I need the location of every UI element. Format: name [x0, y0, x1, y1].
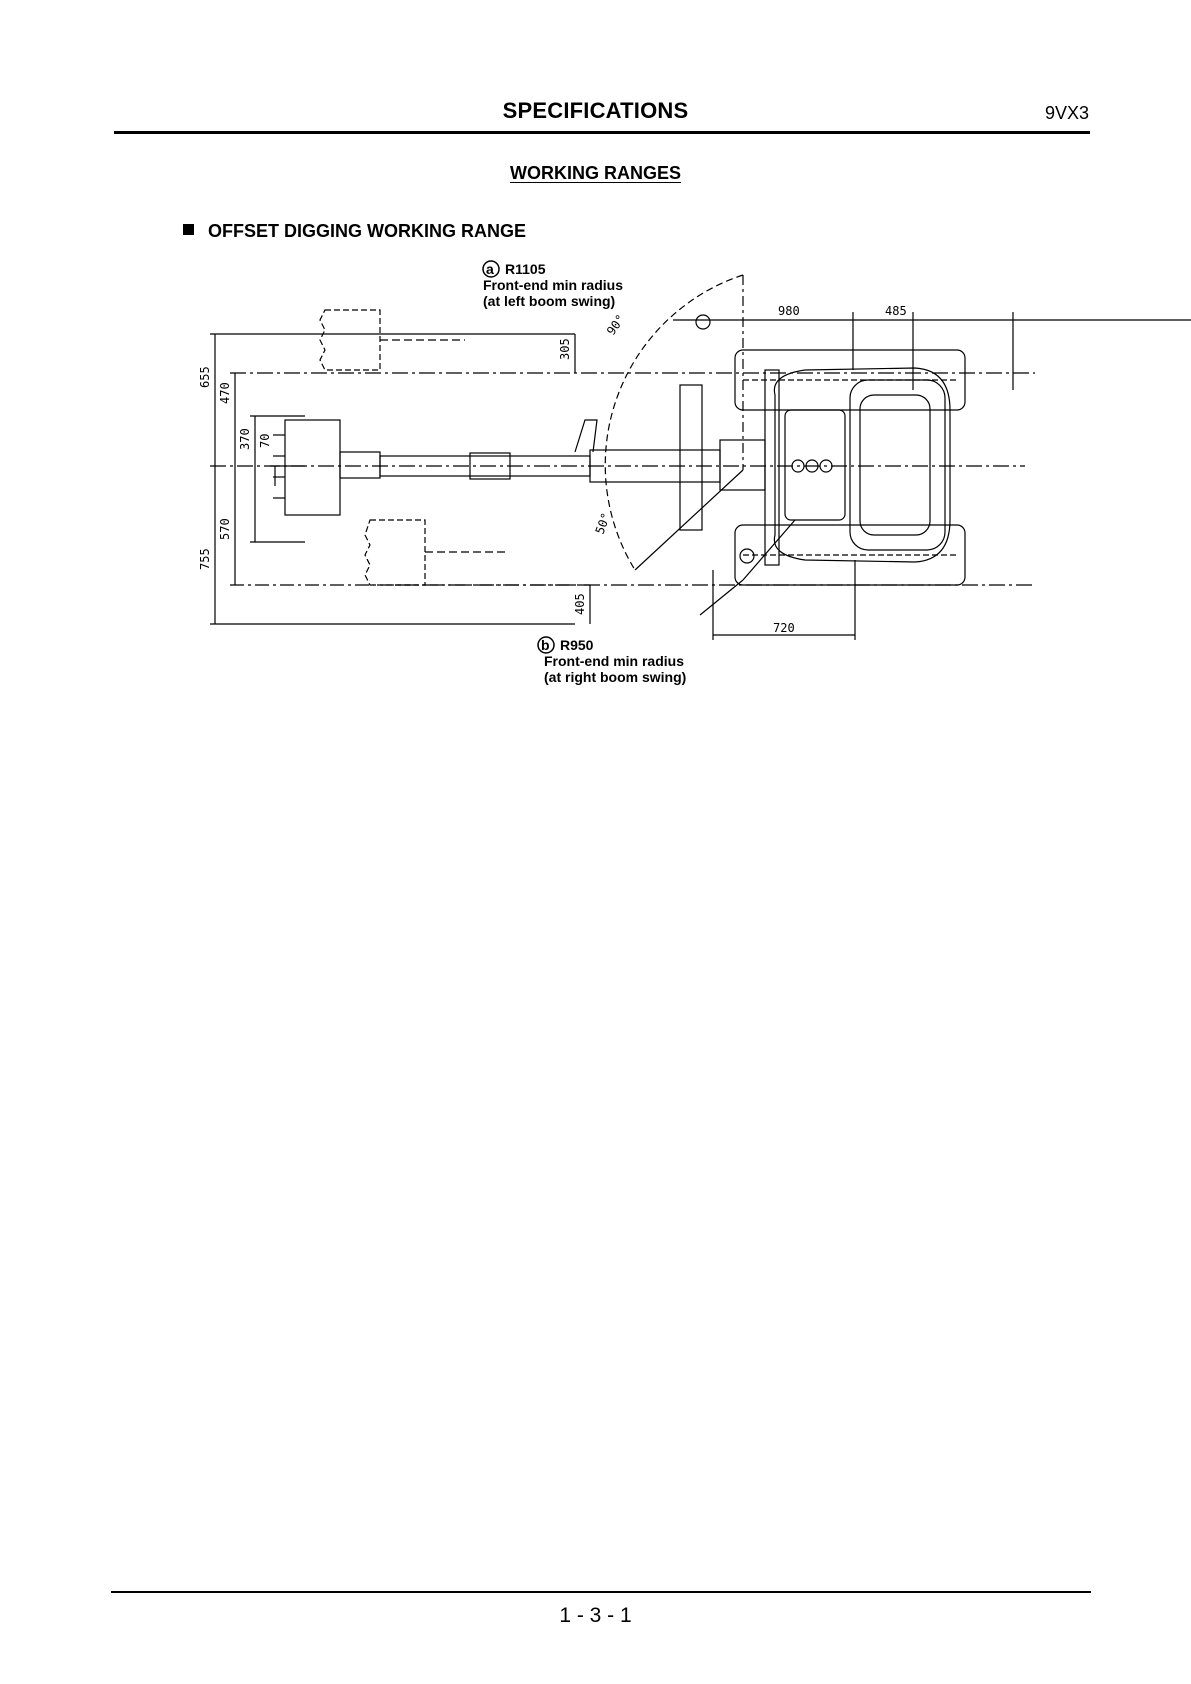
section-title	[183, 221, 526, 242]
callout-marker-b-ring	[740, 549, 754, 563]
dim-label-70: 70	[258, 433, 272, 448]
dim-label-980: 980	[778, 304, 800, 318]
footer-rule	[111, 1591, 1091, 1593]
dim-label-755: 755	[198, 548, 212, 570]
callout-marker-a-letter: a	[486, 261, 494, 277]
boom-cylinder	[575, 420, 597, 452]
callout-marker-a-ring	[696, 315, 710, 329]
dim-label-570: 570	[218, 518, 232, 540]
callout-a-line1: Front-end min radius	[483, 277, 623, 293]
callout-a-radius: R1105	[505, 261, 546, 277]
cab-window	[860, 395, 930, 535]
dim-label-405: 405	[573, 593, 587, 615]
page-header-code: 9VX3	[1044, 103, 1089, 123]
offset-bucket-left	[320, 310, 380, 370]
dim-label-370: 370	[238, 428, 252, 450]
dim-label-485: 485	[885, 304, 907, 318]
page-header-title: SPECIFICATIONS	[502, 98, 689, 123]
offset-bucket-right	[365, 520, 425, 585]
arm	[340, 452, 380, 478]
offset-digging-diagram	[195, 261, 1055, 700]
bullet-square-icon	[183, 224, 194, 235]
angle-label-90: 90°	[603, 311, 628, 338]
page-number: 1 - 3 - 1	[559, 1604, 632, 1627]
angle-label-50: 50°	[592, 510, 614, 537]
dim-label-720: 720	[773, 621, 795, 635]
swing-angle-line	[635, 470, 743, 570]
engine-hood	[785, 410, 845, 520]
dozer-blade	[765, 370, 779, 565]
page-subtitle: WORKING RANGES	[510, 163, 681, 183]
callout-marker-b-letter: b	[541, 637, 550, 653]
bucket	[285, 420, 340, 515]
dim-label-470: 470	[218, 382, 232, 404]
boom-swing-bracket	[680, 385, 702, 530]
section-title-text: OFFSET DIGGING WORKING RANGE	[208, 221, 526, 241]
callout-b-radius: R950	[560, 637, 594, 653]
dim-label-655: 655	[198, 366, 212, 388]
header-rule	[114, 131, 1090, 134]
callout-b-line2: (at right boom swing)	[544, 669, 687, 685]
callout-b-line1: Front-end min radius	[544, 653, 684, 669]
callout-a-line2: (at left boom swing)	[483, 293, 616, 309]
dim-label-305: 305	[558, 338, 572, 360]
